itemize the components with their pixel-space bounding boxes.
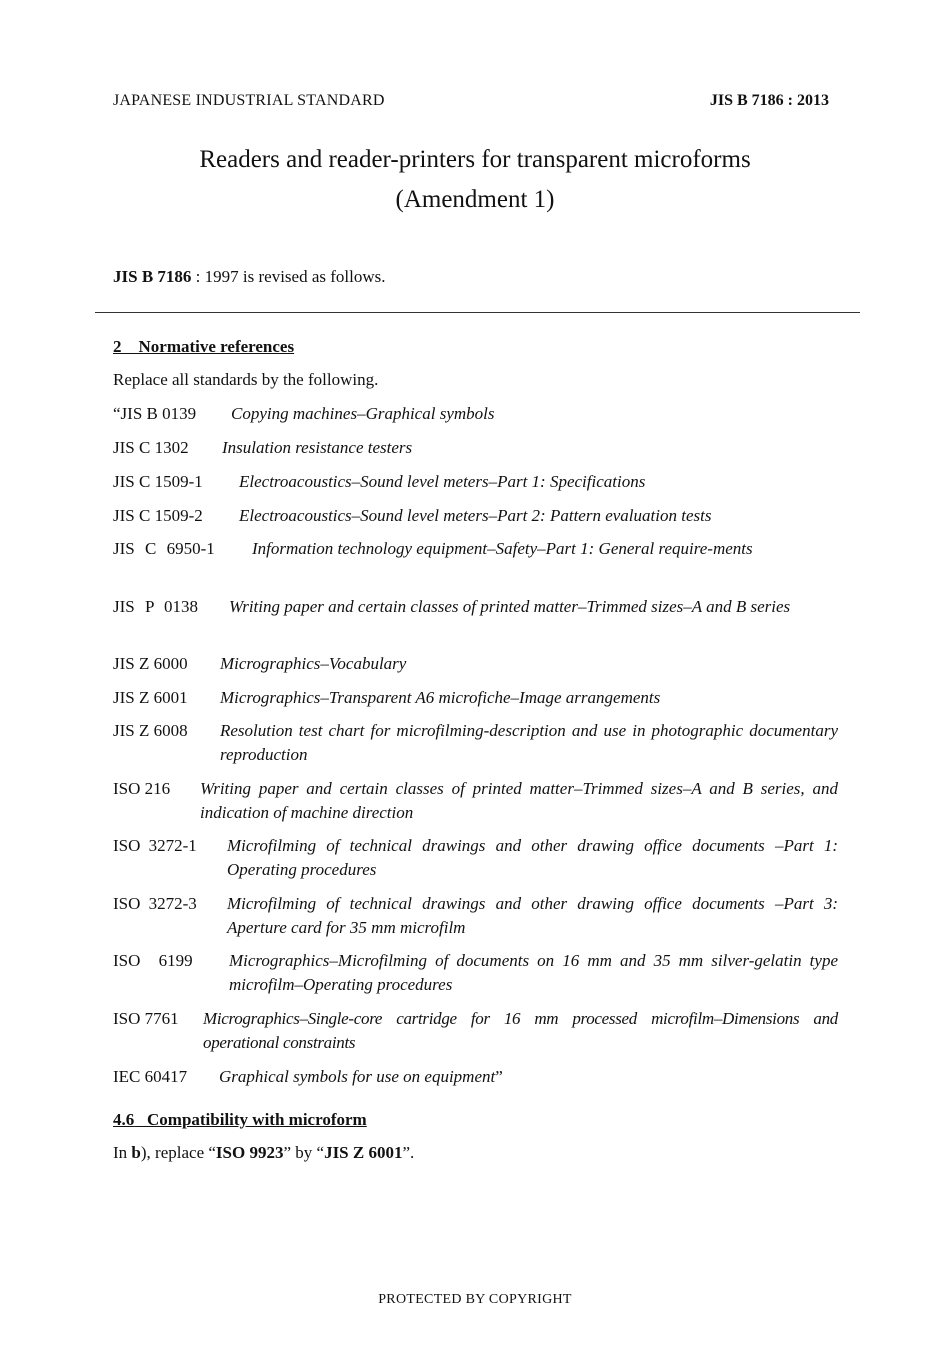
reference-title: Micrographics–Microfilming of documents on 16 mm and 35 mm silver-gelatin type microfilm–Operating procedures xyxy=(229,951,838,994)
reference-title: Electroacoustics–Sound level meters–Part 1: Specifications xyxy=(239,472,646,491)
reference-item xyxy=(113,686,838,710)
item-label: b xyxy=(131,1143,141,1162)
reference-item xyxy=(113,436,838,460)
reference-item xyxy=(113,402,838,426)
new-standard: JIS Z 6001 xyxy=(324,1143,403,1162)
reference-code: ISO 6199 xyxy=(113,951,193,970)
reference-item xyxy=(113,537,838,561)
section-2-number: 2 xyxy=(113,337,122,356)
reference-item xyxy=(113,652,838,676)
section-2-intro: Replace all standards by the following. xyxy=(113,370,379,389)
text-mid-1: ), replace “ xyxy=(140,1143,216,1162)
title-line-1: Readers and reader-printers for transparent microforms xyxy=(199,146,751,173)
header-standard-number: JIS B 7186 : 2013 xyxy=(709,92,829,109)
reference-item xyxy=(113,504,838,528)
header-standard-name: JAPANESE INDUSTRIAL STANDARD xyxy=(113,92,385,109)
reference-item xyxy=(113,777,838,825)
reference-title: Writing paper and certain classes of printed matter–Trimmed sizes–A and B series, and indication of machine direction xyxy=(200,779,838,822)
reference-item xyxy=(113,719,838,767)
section-4-6-number: 4.6 xyxy=(113,1110,135,1129)
horizontal-rule xyxy=(95,312,860,313)
reference-title: Micrographics–Single-core cartridge for 16 mm processed microfilm–Dimensions and operational constraints xyxy=(203,1009,838,1052)
section-2-heading xyxy=(113,337,294,357)
reference-code: IEC 60417 xyxy=(113,1067,188,1086)
reference-code: “JIS B 0139 xyxy=(113,404,197,423)
text-before: In xyxy=(113,1143,132,1162)
reference-code: JIS Z 6000 xyxy=(113,654,188,673)
reference-code: JIS C 1509-1 xyxy=(113,472,203,491)
reference-title: Micrographics–Transparent A6 microfiche–Image arrangements xyxy=(220,688,661,707)
reference-title: Micrographics–Vocabulary xyxy=(220,654,407,673)
reference-title: Microfilming of technical drawings and other drawing office documents –Part 1: Operating procedures xyxy=(227,836,838,879)
reference-title: Microfilming of technical drawings and other drawing office documents –Part 3: Aperture card for 35 mm microfilm xyxy=(227,894,838,937)
section-4-6-title: Compatibility with microform xyxy=(147,1110,367,1129)
reference-code: JIS Z 6001 xyxy=(113,688,188,707)
section-2-title: Normative references xyxy=(138,337,295,356)
reference-code: JIS C 1302 xyxy=(113,438,189,457)
reference-title: Resolution test chart for microfilming-description and use in photographic documentary reproduction xyxy=(220,721,838,764)
closing-quote: ” xyxy=(495,1067,503,1086)
revised-standard-code: JIS B 7186 xyxy=(113,267,192,286)
copyright-footer: PROTECTED BY COPYRIGHT xyxy=(378,1292,572,1307)
reference-item xyxy=(113,1065,838,1089)
reference-code: JIS C 6950-1 xyxy=(113,539,215,558)
old-standard: ISO 9923 xyxy=(215,1143,284,1162)
reference-code: JIS P 0138 xyxy=(113,597,199,616)
reference-item xyxy=(113,595,838,619)
reference-title: Writing paper and certain classes of printed matter–Trimmed sizes–A and B series xyxy=(229,597,791,616)
revision-statement xyxy=(113,267,386,287)
reference-item xyxy=(113,1007,838,1055)
reference-title: Graphical symbols for use on equipment xyxy=(219,1067,496,1086)
reference-code: ISO 216 xyxy=(113,779,171,798)
document-title xyxy=(0,140,950,220)
revised-text: : 1997 is revised as follows. xyxy=(191,267,386,286)
reference-title: Insulation resistance testers xyxy=(222,438,413,457)
reference-title: Information technology equipment–Safety–Part 1: General require-ments xyxy=(252,539,753,558)
text-end: ”. xyxy=(402,1143,415,1162)
reference-title: Copying machines–Graphical symbols xyxy=(231,404,495,423)
section-4-6-text xyxy=(113,1143,414,1163)
reference-code: JIS Z 6008 xyxy=(113,721,188,740)
reference-code: ISO 3272-1 xyxy=(113,836,197,855)
reference-item xyxy=(113,892,838,940)
reference-item xyxy=(113,834,838,882)
section-4-6-heading xyxy=(113,1110,367,1130)
reference-code: ISO 7761 xyxy=(113,1009,179,1028)
text-mid-2: ” by “ xyxy=(283,1143,325,1162)
reference-item xyxy=(113,470,838,494)
reference-code: JIS C 1509-2 xyxy=(113,506,203,525)
reference-title: Electroacoustics–Sound level meters–Part 2: Pattern evaluation tests xyxy=(239,506,712,525)
reference-item xyxy=(113,949,838,997)
title-line-2: (Amendment 1) xyxy=(395,186,555,213)
reference-code: ISO 3272-3 xyxy=(113,894,197,913)
